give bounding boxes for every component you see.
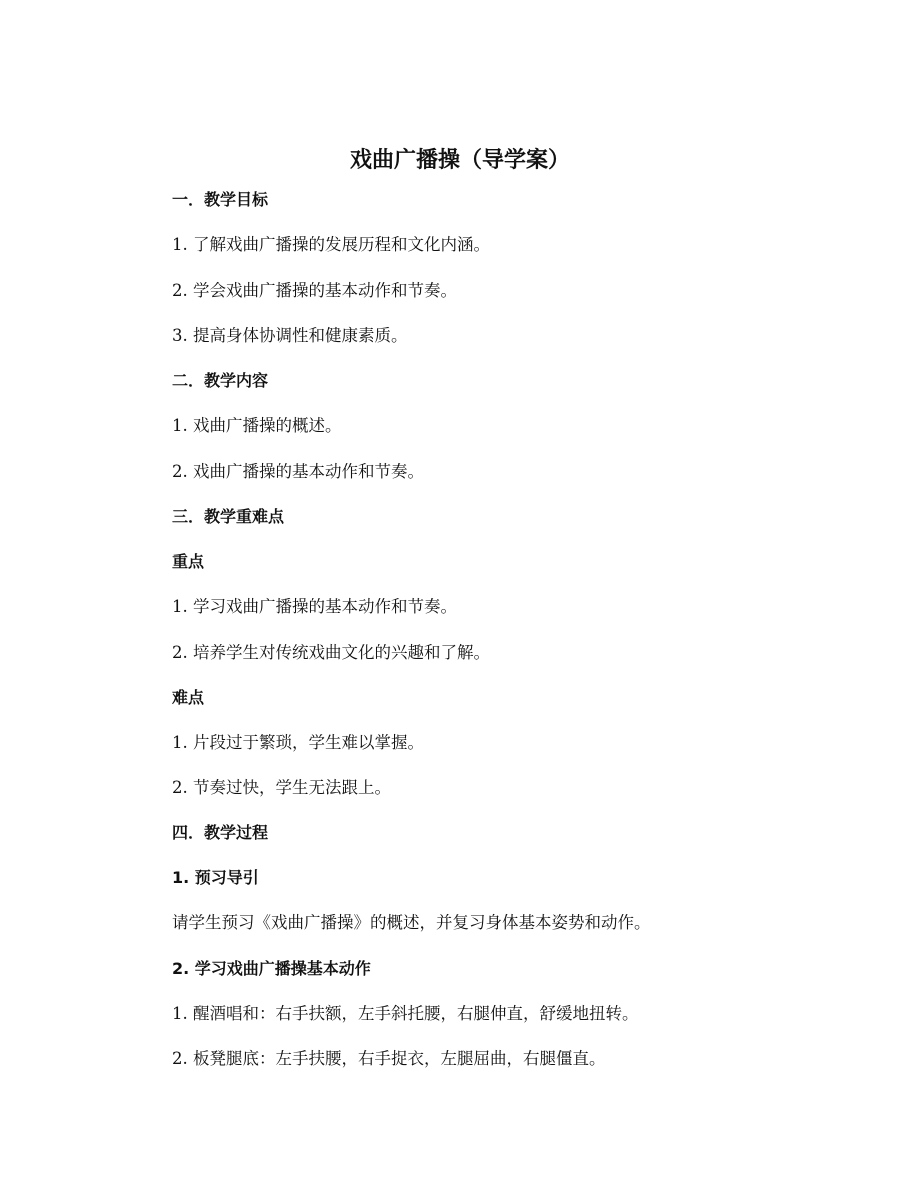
objective-item-3: 3. 提高身体协调性和健康素质。 — [172, 326, 408, 345]
section-heading-key-points: 三．教学重难点 — [172, 507, 285, 526]
movement-item-2: 2. 板凳腿底：左手扶腰，右手捉衣，左腿屈曲，右腿僵直。 — [172, 1049, 606, 1068]
objective-item-1: 1. 了解戏曲广播操的发展历程和文化内涵。 — [172, 235, 490, 254]
difficult-item-1: 1. 片段过于繁琐，学生难以掌握。 — [172, 733, 424, 752]
content-item-2: 2. 戏曲广播操的基本动作和节奏。 — [172, 462, 424, 481]
process-step-1-text: 请学生预习《戏曲广播操》的概述，并复习身体基本姿势和动作。 — [172, 913, 651, 932]
process-step-2-heading: 2. 学习戏曲广播操基本动作 — [172, 959, 371, 978]
section-heading-objectives: 一．教学目标 — [172, 190, 269, 209]
subheading-key: 重点 — [172, 552, 205, 571]
movement-item-1: 1. 醒酒唱和：右手扶额，左手斜托腰，右腿伸直，舒缓地扭转。 — [172, 1004, 639, 1023]
key-item-1: 1. 学习戏曲广播操的基本动作和节奏。 — [172, 597, 457, 616]
difficult-item-2: 2. 节奏过快，学生无法跟上。 — [172, 778, 391, 797]
content-item-1: 1. 戏曲广播操的概述。 — [172, 416, 342, 435]
document-title: 戏曲广播操（导学案） — [349, 148, 570, 173]
section-heading-content: 二．教学内容 — [172, 371, 269, 390]
section-heading-process: 四．教学过程 — [172, 823, 269, 842]
key-item-2: 2. 培养学生对传统戏曲文化的兴趣和了解。 — [172, 643, 490, 662]
subheading-difficult: 难点 — [172, 688, 205, 707]
objective-item-2: 2. 学会戏曲广播操的基本动作和节奏。 — [172, 281, 457, 300]
process-step-1-heading: 1. 预习导引 — [172, 868, 259, 887]
